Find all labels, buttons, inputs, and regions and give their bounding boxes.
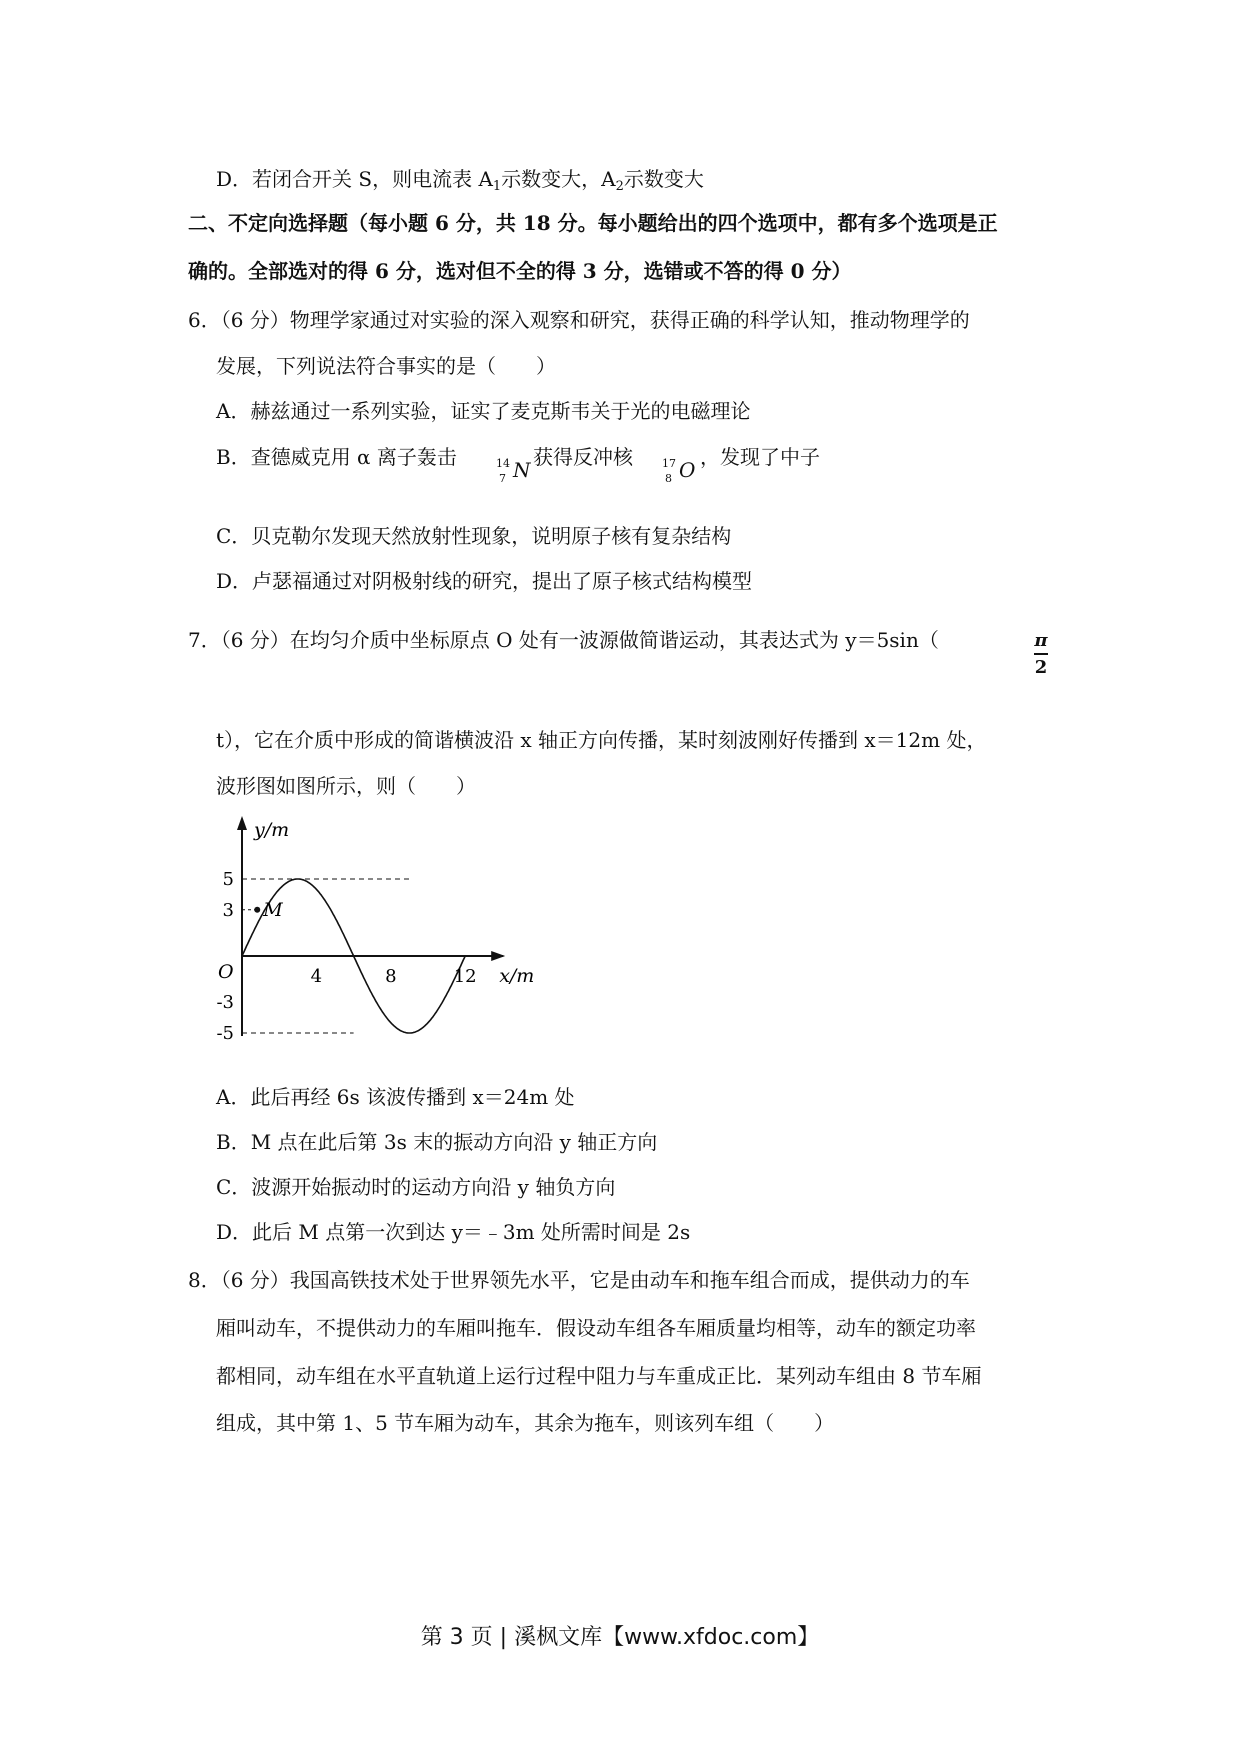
q6-option-b-mid: 获得反冲核	[533, 445, 633, 469]
q7-stem-line-3: 波形图如图所示，则（ ）	[216, 774, 476, 798]
q6-stem-line-2: 发展，下列说法符合事实的是（ ）	[216, 354, 556, 378]
q7-option-d: D．此后 M 点第一次到达 y＝﹣3m 处所需时间是 2s	[216, 1220, 691, 1244]
pi-over-2-fraction: π 2	[1034, 630, 1048, 678]
y-tick-label: -3	[216, 992, 234, 1014]
section-title-line-1: 二、不定向选择题（每小题 6 分，共 18 分。每小题给出的四个选项中，都有多个选项是正	[188, 211, 998, 235]
x-axis-arrow	[491, 951, 505, 961]
x-tick-label: 8	[385, 966, 397, 987]
page-footer: 第 3 页 | 溪枫文库【www.xfdoc.com】	[420, 1625, 820, 1650]
x-tick-label: 12	[453, 966, 477, 987]
q7-option-c: C．波源开始振动时的运动方向沿 y 轴负方向	[216, 1175, 616, 1199]
q7-stem-line-1: 7．（6 分）在均匀介质中坐标原点 O 处有一波源做简谐运动，其表达式为 y＝5sin（	[188, 628, 939, 652]
q6-option-b-end: ，发现了中子	[700, 445, 820, 469]
y-tick-label: 5	[222, 869, 234, 890]
q7-option-b: B．M 点在此后第 3s 末的振动方向沿 y 轴正方向	[216, 1130, 658, 1154]
y-tick-label: -5	[216, 1023, 234, 1044]
x-axis-label: x/m	[499, 965, 535, 987]
q8-line-2: 厢叫动车，不提供动力的车厢叫拖车．假设动车组各车厢质量均相等，动车的额定功率	[216, 1316, 976, 1340]
q5d-sub2: 2	[615, 179, 624, 194]
q5d-text: D．若闭合开关 S，则电流表 A	[216, 167, 493, 191]
y-tick-label: 3	[222, 899, 234, 921]
q6-option-d: D．卢瑟福通过对阴极射线的研究，提出了原子核式结构模型	[216, 569, 753, 593]
wave-graph	[200, 812, 560, 1062]
q6-option-c: C．贝克勒尔发现天然放射性现象，说明原子核有复杂结构	[216, 524, 732, 548]
q6-stem-line-1: 6．（6 分）物理学家通过对实验的深入观察和研究，获得正确的科学认知，推动物理学的	[188, 308, 970, 332]
q8-line-3: 都相同，动车组在水平直轨道上运行过程中阻力与车重成正比．某列动车组由 8 节车厢	[216, 1364, 982, 1388]
q7-stem-line-2: t），它在介质中形成的简谐横波沿 x 轴正方向传播，某时刻波刚好传播到 x＝12m 处，	[216, 728, 987, 752]
section-title-line-2: 确的。全部选对的得 6 分，选对但不全的得 3 分，选错或不答的得 0 分）	[188, 259, 852, 283]
q7-option-a: A．此后再经 6s 该波传播到 x＝24m 处	[216, 1085, 575, 1109]
point-m	[254, 907, 260, 913]
q8-line-1: 8．（6 分）我国高铁技术处于世界领先水平，它是由动车和拖车组合而成，提供动力的车	[188, 1268, 970, 1292]
q6-option-a: A．赫兹通过一系列实验，证实了麦克斯韦关于光的电磁理论	[216, 399, 751, 423]
y-axis-label: y/m	[254, 819, 290, 841]
q5d-sub1: 1	[492, 179, 502, 194]
q5d-end: 示数变大	[623, 167, 704, 191]
x-tick-label: 4	[310, 966, 323, 987]
origin-label: O	[218, 961, 234, 983]
y-axis-arrow	[237, 816, 247, 830]
point-m-label: M	[263, 898, 283, 921]
q6-option-b-pre: B．查德威克用 α 离子轰击	[216, 445, 457, 469]
q8-line-4: 组成，其中第 1、5 节车厢为动车，其余为拖车，则该列车组（ ）	[216, 1411, 835, 1435]
q5-option-d	[216, 165, 704, 201]
q5d-mid: 示数变大，A	[501, 167, 616, 191]
